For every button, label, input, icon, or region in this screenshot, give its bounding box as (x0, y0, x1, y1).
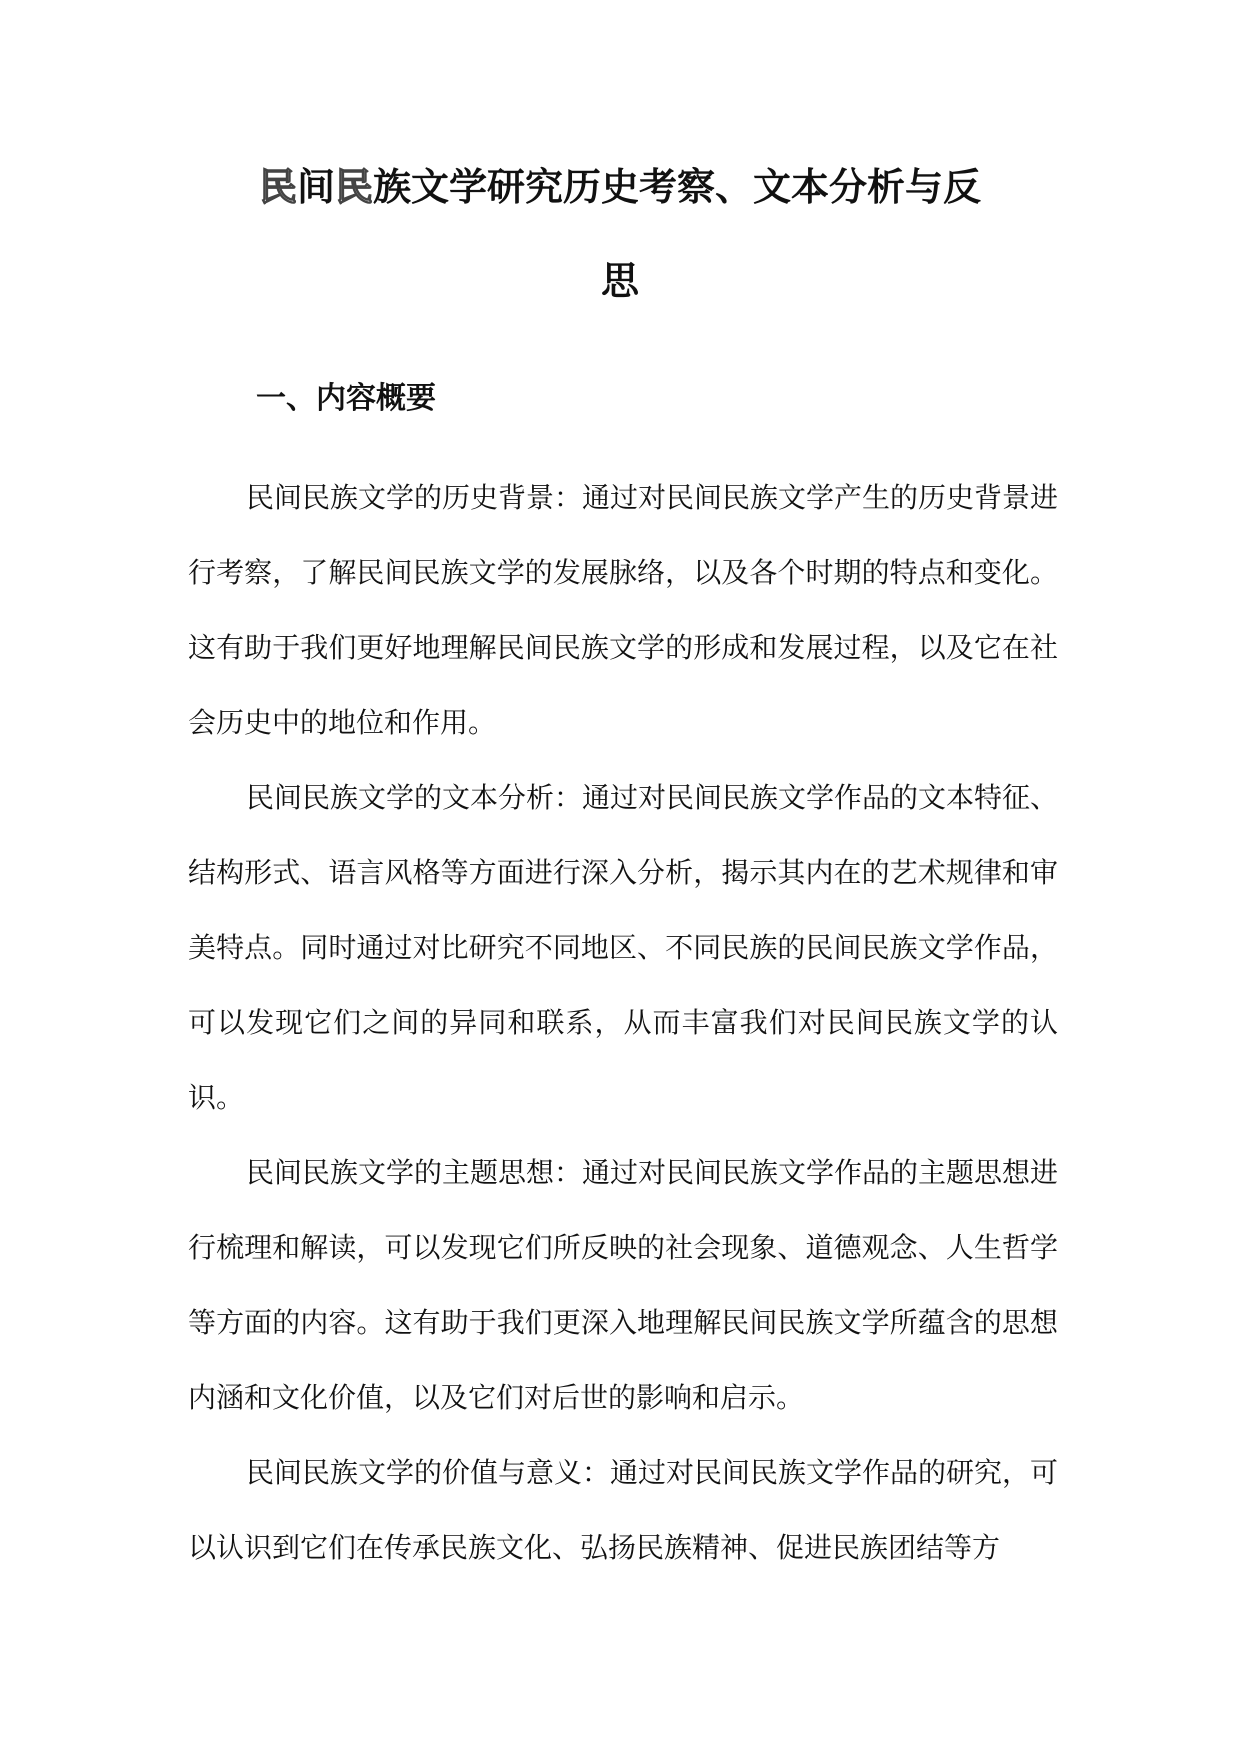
paragraph-text-analysis: 民间民族文学的文本分析：通过对民间民族文学作品的文本特征、结构形式、语言风格等方面进行深入分析，揭示其内在的艺术规律和审美特点。同时通过对比研究不同地区、不同民族的民间民族文学作品，可以发现它们之间的异同和联系，从而丰富我们对民间民族文学的认识。 (188, 781, 1059, 1114)
title-text-segment: 间 (296, 165, 335, 209)
paragraph-themes: 民间民族文学的主题思想：通过对民间民族文学作品的主题思想进行梳理和解读，可以发现它们所反映的社会现象、道德观念、人生哲学等方面的内容。这有助于我们更深入地理解民间民族文学所蕴含的思想内涵和文化价值，以及它们对后世的影响和启示。 (188, 1156, 1059, 1414)
body-text (188, 460, 1058, 1585)
title-line-1 (190, 140, 1050, 234)
section-heading: 一、内容概要 (256, 381, 436, 416)
document-title (190, 140, 1050, 328)
title-outlined-char: 民 (258, 165, 297, 209)
paragraph-value-significance: 民间民族文学的价值与意义：通过对民间民族文学作品的研究，可以认识到它们在传承民族文化、弘扬民族精神、促进民族团结等方 (188, 1456, 1059, 1564)
title-outlined-char: 民 (335, 165, 374, 209)
title-text-segment: 族文学研究历史考察、文本分析与反 (373, 165, 982, 209)
title-line-2: 思 (600, 259, 639, 303)
paragraph-historical-background: 民间民族文学的历史背景：通过对民间民族文学产生的历史背景进行考察，了解民间民族文学的发展脉络，以及各个时期的特点和变化。这有助于我们更好地理解民间民族文学的形成和发展过程，以及它在社会历史中的地位和作用。 (188, 481, 1059, 739)
